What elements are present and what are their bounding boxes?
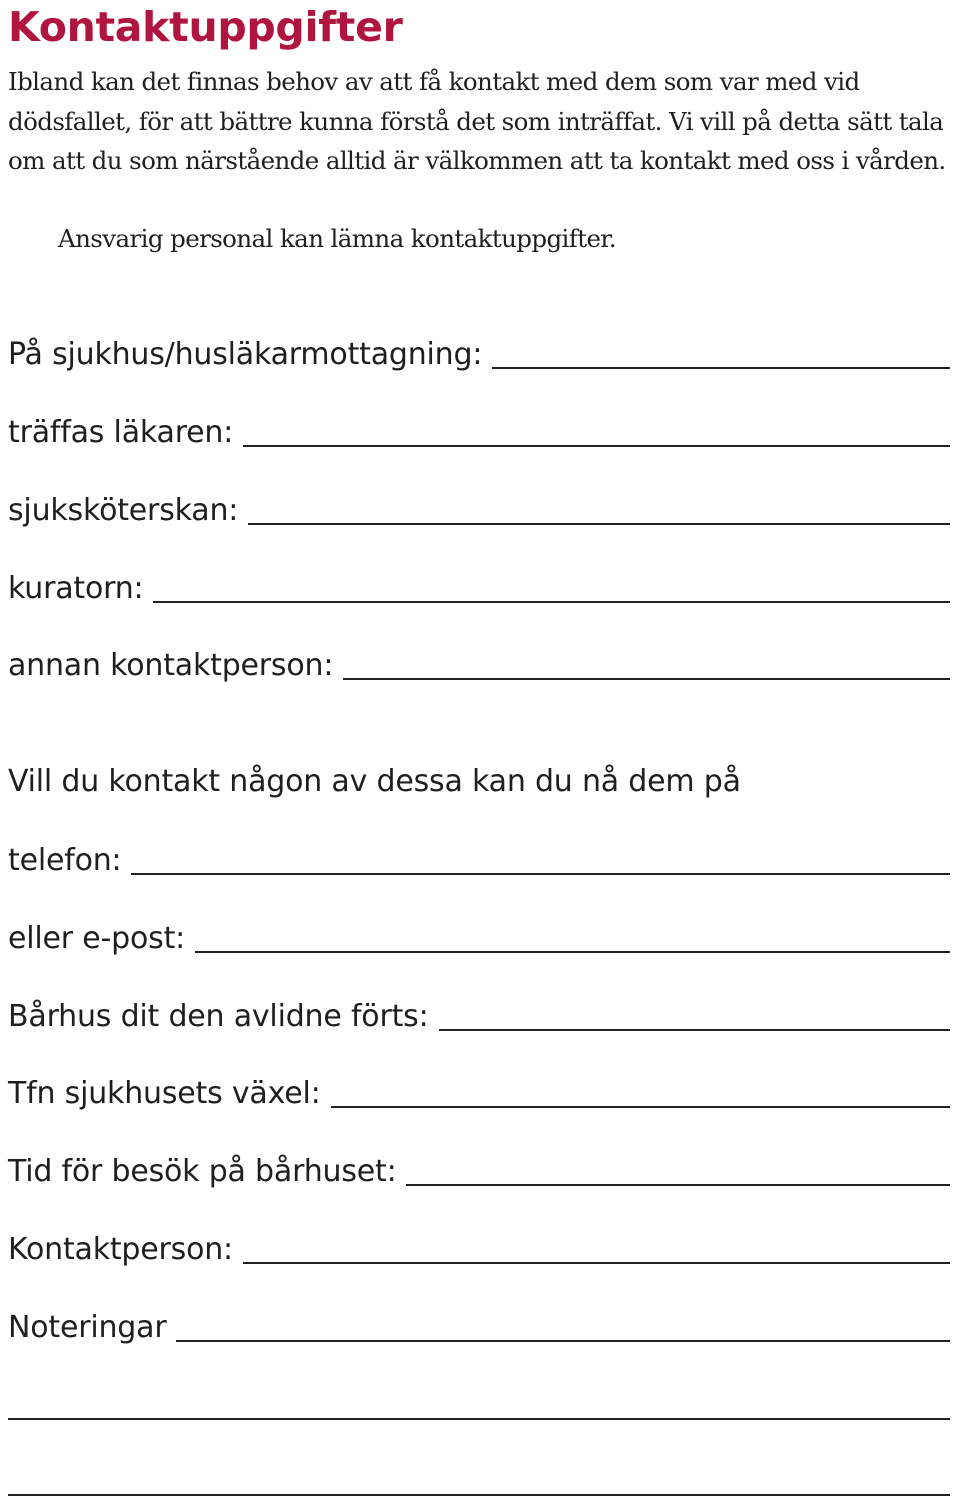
contact-person-label: Kontaktperson: bbox=[8, 1232, 233, 1267]
notes-label: Noteringar bbox=[8, 1310, 167, 1345]
morgue-location-label: Bårhus dit den avlidne förts: bbox=[8, 999, 429, 1034]
notes-extra-line[interactable] bbox=[8, 1418, 950, 1420]
switchboard-field[interactable] bbox=[8, 1072, 950, 1112]
intro-paragraph: Ibland kan det finnas behov av att få kontakt med dem som var med vid dödsfallet, för att bättre kunna förstå det som inträffat. Vi vill på detta sätt tala om att du som närstående alltid är välkommen att ta kontakt med oss i vården. bbox=[8, 67, 946, 175]
email-field[interactable] bbox=[8, 917, 950, 957]
hospital-fill-line[interactable] bbox=[492, 367, 950, 369]
counselor-label: kuratorn: bbox=[8, 571, 144, 606]
doctor-field[interactable] bbox=[8, 411, 950, 451]
visit-time-label: Tid för besök på bårhuset: bbox=[8, 1154, 397, 1189]
visit-time-field[interactable] bbox=[8, 1150, 950, 1190]
phone-fill-line[interactable] bbox=[131, 873, 950, 875]
email-fill-line[interactable] bbox=[195, 951, 950, 953]
nurse-label: sjuksköterskan: bbox=[8, 493, 239, 528]
other-contact-fill-line[interactable] bbox=[343, 678, 950, 680]
switchboard-label: Tfn sjukhusets växel: bbox=[8, 1076, 321, 1111]
contact-person-fill-line[interactable] bbox=[243, 1262, 950, 1264]
other-contact-field[interactable] bbox=[8, 644, 950, 684]
morgue-location-field[interactable] bbox=[8, 995, 950, 1035]
other-contact-label: annan kontaktperson: bbox=[8, 648, 334, 683]
visit-time-fill-line[interactable] bbox=[406, 1184, 950, 1186]
notes-fill-line[interactable] bbox=[176, 1340, 950, 1342]
email-label: eller e-post: bbox=[8, 921, 186, 956]
phone-label: telefon: bbox=[8, 843, 122, 878]
hospital-field[interactable] bbox=[8, 333, 950, 373]
contact-person-field[interactable] bbox=[8, 1228, 950, 1268]
page-title: Kontaktuppgifter bbox=[8, 3, 403, 51]
reach-statement: Vill du kontakt någon av dessa kan du nå dem på bbox=[8, 764, 741, 799]
notes-extra-line[interactable] bbox=[8, 1494, 950, 1496]
nurse-fill-line[interactable] bbox=[248, 523, 950, 525]
nurse-field[interactable] bbox=[8, 489, 950, 529]
counselor-field[interactable] bbox=[8, 567, 950, 607]
doctor-fill-line[interactable] bbox=[243, 445, 950, 447]
morgue-location-fill-line[interactable] bbox=[439, 1029, 951, 1031]
notes-field[interactable] bbox=[8, 1306, 950, 1346]
intro-note: Ansvarig personal kan lämna kontaktuppgifter. bbox=[58, 224, 617, 253]
doctor-label: träffas läkaren: bbox=[8, 415, 234, 450]
phone-field[interactable] bbox=[8, 839, 950, 879]
counselor-fill-line[interactable] bbox=[153, 601, 950, 603]
hospital-label: På sjukhus/husläkarmottagning: bbox=[8, 337, 483, 372]
switchboard-fill-line[interactable] bbox=[331, 1106, 951, 1108]
